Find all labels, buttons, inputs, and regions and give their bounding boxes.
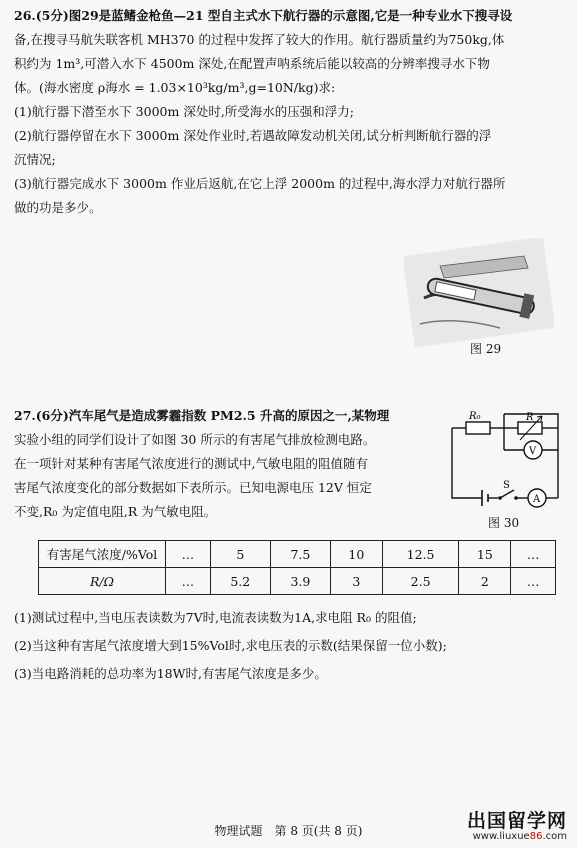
table-cell: R/Ω — [39, 568, 166, 595]
figure-30-caption: 图 30 — [488, 516, 520, 530]
table-cell: … — [511, 541, 556, 568]
q26-line-4: 体。(海水密度 ρ海水 = 1.03×10³kg/m³,g=10N/kg)求: — [14, 80, 336, 95]
q27-sub-3: (3)当电路消耗的总功率为18W时,有害尾气浓度是多少。 — [14, 666, 327, 681]
table-cell: 10 — [330, 541, 382, 568]
q26-line-1: 26.(5分)图29是蓝鳍金枪鱼—21 型自主式水下航行器的示意图,它是一种专业水下搜寻设 — [14, 8, 513, 23]
table-row — [39, 568, 556, 595]
page-footer: 物理试题 第 8 页(共 8 页) — [214, 824, 363, 838]
watermark-url-prefix: www.liuxue — [472, 831, 530, 842]
wire-left — [452, 428, 482, 498]
q26-sub-3-cont: 做的功是多少。 — [14, 200, 102, 215]
q26-sub-2: (2)航行器停留在水下 3000m 深处作业时,若遇故障发动机关闭,试分析判断航行器的浮 — [14, 128, 492, 143]
q27-line-4: 害尾气浓度变化的部分数据如下表所示。已知电源电压 12V 恒定 — [14, 480, 372, 495]
table-cell: … — [166, 541, 211, 568]
q27-line-5: 不变,R₀ 为定值电阻,R 为气敏电阻。 — [14, 504, 217, 519]
q27-line-1: 27.(6分)汽车尾气是造成雾霾指数 PM2.5 升高的原因之一,某物理 — [14, 408, 390, 423]
table-cell: … — [511, 568, 556, 595]
q27-sub-2: (2)当这种有害尾气浓度增大到15%Vol时,求电压表的示数(结果保留一位小数); — [14, 638, 447, 653]
q27-line-3: 在一项针对某种有害尾气浓度进行的测试中,气敏电阻的阻值随有 — [14, 456, 368, 471]
r-label: R — [526, 412, 534, 423]
q26-line-2: 备,在搜寻马航失联客机 MH370 的过程中发挥了较大的作用。航行器质量约为750kg,体 — [14, 32, 505, 47]
ammeter-label: A — [533, 494, 541, 505]
table-cell: 2 — [459, 568, 511, 595]
table-cell: … — [166, 568, 211, 595]
q26-sub-1: (1)航行器下潜至水下 3000m 深处时,所受海水的压强和浮力; — [14, 104, 355, 119]
switch-icon — [500, 490, 514, 498]
table-row — [39, 541, 556, 568]
circuit-diagram — [448, 410, 563, 515]
resistor-r0 — [466, 422, 490, 434]
table-cell: 有害尾气浓度/%Vol — [39, 541, 166, 568]
q26-sub-2-cont: 沉情况; — [14, 152, 56, 167]
question-26 — [14, 4, 564, 220]
gas-sensitive-resistor — [518, 422, 542, 434]
switch-label: S — [503, 480, 510, 491]
q26-sub-3: (3)航行器完成水下 3000m 作业后返航,在它上浮 2000m 的过程中,海水浮力对航行器所 — [14, 176, 506, 191]
voltmeter-label: V — [529, 446, 537, 457]
table-cell: 5.2 — [210, 568, 270, 595]
watermark-url-suffix: .com — [542, 831, 567, 842]
table-cell: 3 — [330, 568, 382, 595]
q27-stem — [14, 404, 442, 524]
watermark-url — [467, 831, 567, 842]
q27-sub-1: (1)测试过程中,当电压表读数为7V时,电流表读数为1A,求电阻 R₀ 的阻值; — [14, 610, 417, 625]
watermark-url-red: 86 — [529, 831, 543, 842]
table-cell: 3.9 — [270, 568, 330, 595]
table-cell: 12.5 — [382, 541, 459, 568]
r0-label: R₀ — [469, 411, 481, 422]
table-cell: 2.5 — [382, 568, 459, 595]
watermark — [467, 806, 567, 842]
table-cell: 5 — [210, 541, 270, 568]
watermark-title: 出国留学网 — [466, 810, 567, 832]
resistance-concentration-table — [38, 540, 556, 595]
table-cell: 7.5 — [270, 541, 330, 568]
figure-29-caption: 图 29 — [470, 342, 502, 356]
battery-icon — [482, 490, 488, 506]
underwater-vehicle-figure — [404, 238, 554, 348]
table-cell: 15 — [459, 541, 511, 568]
q27-subquestions — [14, 604, 570, 688]
q27-line-2: 实验小组的同学们设计了如图 30 所示的有害尾气排放检测电路。 — [14, 432, 376, 447]
q26-line-3: 积约为 1m³,可潜入水下 4500m 深处,在配置声呐系统后能以较高的分辨率搜寻水下物 — [14, 56, 490, 71]
